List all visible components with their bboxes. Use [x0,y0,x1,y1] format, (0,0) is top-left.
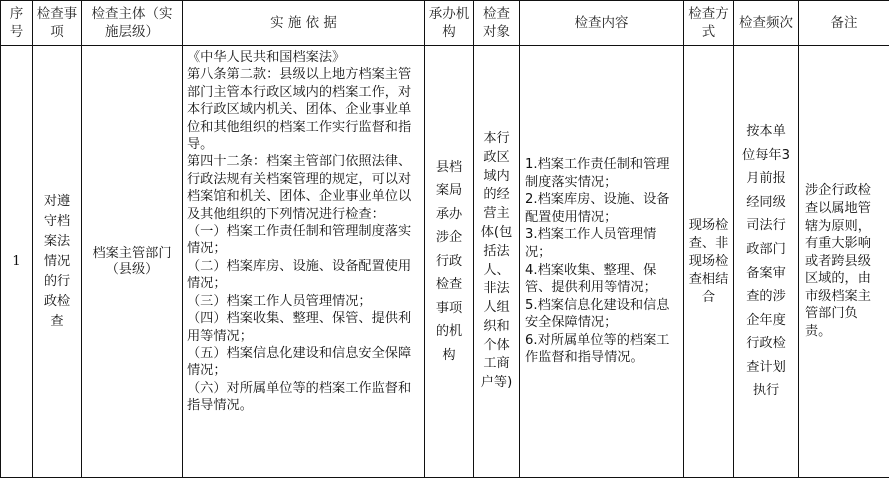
cell-content [520,46,684,478]
basis-item: （六）对所属单位等的档案工作监督和指导情况。 [187,380,420,415]
cell-frequency: 按本单位每年3月前报经同级司法行政部门备案审查的涉企年度行政检查计划执行 [734,46,799,478]
content-item: 5.档案信息化建设和信息安全保障情况； [525,297,678,332]
content-item: 3.档案工作人员管理情况； [525,226,678,261]
cell-seq: 1 [1,46,33,478]
content-item: 6.对所属单位等的档案工作监督和指导情况。 [525,332,678,367]
header-seq: 序号 [1,1,33,46]
header-subject: 检查主体（实施层级） [82,1,183,46]
cell-method: 现场检查、非现场检查相结合 [684,46,734,478]
basis-law-title: 《中华人民共和国档案法》 [187,49,420,66]
header-note: 备注 [799,1,889,46]
cell-object: 本行政区域内的经营主体(包括法人、非法人组织和个体工商户等) [474,46,520,478]
basis-item: （二）档案库房、设施、设备配置使用情况； [187,258,420,293]
basis-article-42: 第四十二条：档案主管部门依照法律、行政法规有关档案管理的规定，可以对档案馆和机关、团体、企业事业单位以及其他组织的下列情况进行检查： [187,153,420,223]
cell-basis [183,46,425,478]
header-row [1,1,889,46]
basis-item: （五）档案信息化建设和信息安全保障情况； [187,345,420,380]
basis-item: （四）档案收集、整理、保管、提供利用等情况； [187,310,420,345]
header-frequency: 检查频次 [734,1,799,46]
cell-subject: 档案主管部门（县级） [82,46,183,478]
basis-article-8: 第八条第二款：县级以上地方档案主管部门主管本行政区域内的档案工作，对本行政区域内机关、团体、企业事业单位和其他组织的档案工作实行监督和指导。 [187,66,420,153]
content-item: 4.档案收集、整理、保管、提供利用等情况； [525,262,678,297]
cell-note: 涉企行政检查以属地管辖为原则，有重大影响或者跨县级区域的，由市级档案主管部门负责。 [799,46,889,478]
header-basis: 实 施 依 据 [183,1,425,46]
header-org: 承办机构 [425,1,474,46]
header-method: 检查方式 [684,1,734,46]
cell-item: 对遵守档案法情况的行政检查 [33,46,82,478]
basis-item: （三）档案工作人员管理情况； [187,293,420,310]
content-item: 1.档案工作责任制和管理制度落实情况； [525,156,678,191]
cell-org: 县档案局承办涉企行政检查事项的机构 [425,46,474,478]
header-object: 检查对象 [474,1,520,46]
header-item: 检查事项 [33,1,82,46]
header-content: 检查内容 [520,1,684,46]
table-row [1,46,889,478]
basis-item: （一）档案工作责任制和管理制度落实情况； [187,223,420,258]
content-item: 2.档案库房、设施、设备配置使用情况； [525,191,678,226]
